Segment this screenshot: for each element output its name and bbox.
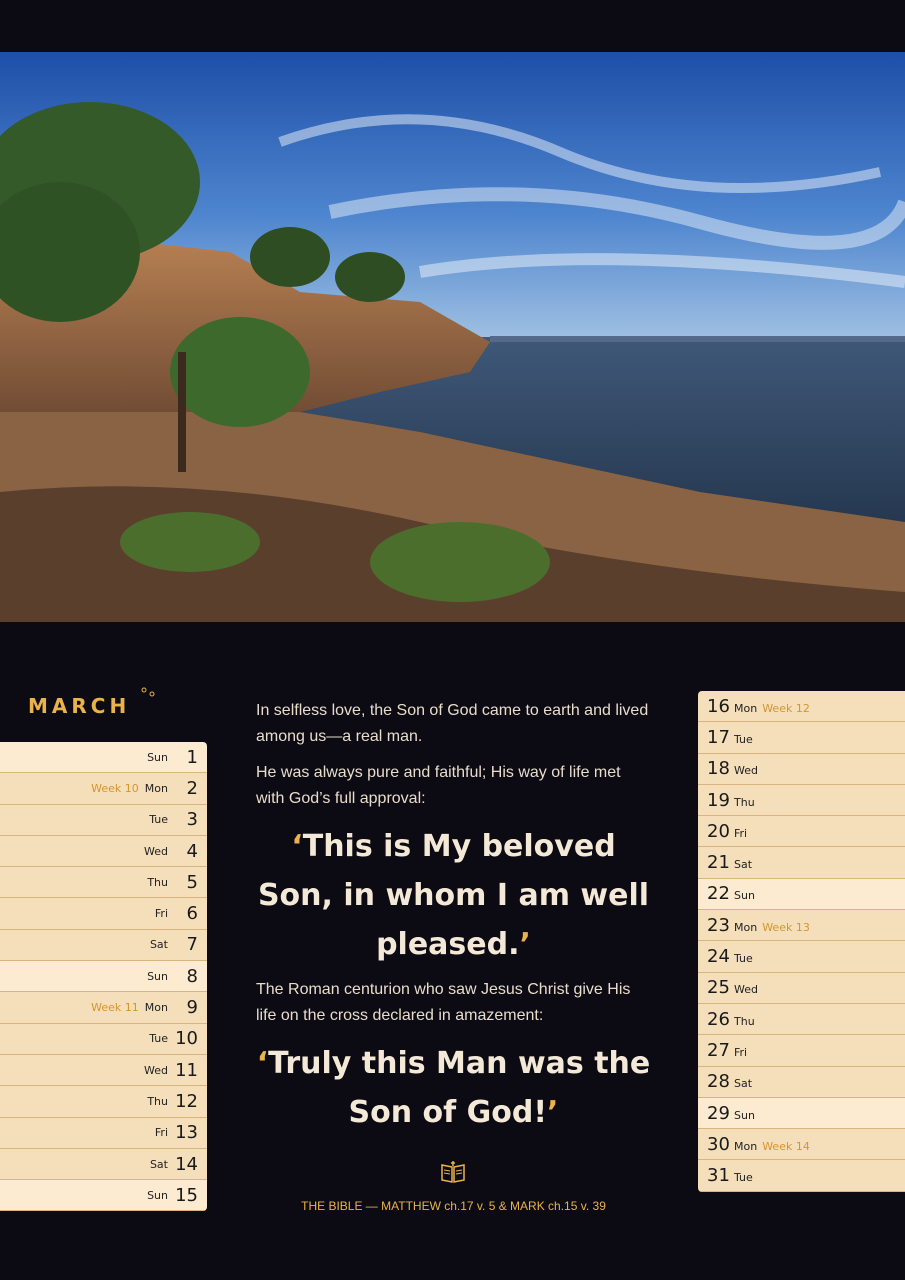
calendar-days-1-15	[0, 742, 207, 1211]
day-row-17	[698, 722, 905, 753]
day-row-11	[0, 1055, 207, 1086]
month-title: MARCH	[28, 694, 131, 718]
quote-2-close-mark: ’	[547, 1095, 559, 1130]
weekday-label: Thu	[734, 795, 755, 809]
day-row-2	[0, 773, 207, 804]
day-row-4	[0, 836, 207, 867]
coastline-illustration	[0, 52, 905, 622]
quote-1-body: This is My beloved Son, in whom I am well pleased.	[257, 829, 650, 962]
weekday-label: Mon	[734, 701, 758, 715]
day-number: 31	[707, 1165, 730, 1187]
weekday-label: Wed	[144, 1063, 168, 1077]
weekday-label: Sat	[149, 1157, 168, 1171]
weekday-label: Fri	[734, 1045, 748, 1059]
day-number: 1	[186, 746, 198, 768]
weekday-label: Sat	[149, 938, 168, 952]
day-number: 25	[707, 977, 730, 999]
weekday-label: Sun	[147, 750, 168, 764]
landscape-photo	[0, 52, 905, 622]
weekday-label: Wed	[734, 983, 758, 997]
weekday-label: Wed	[144, 844, 168, 858]
weekday-label: Sat	[734, 1077, 753, 1091]
weekday-label: Mon	[734, 920, 758, 934]
day-row-26	[698, 1004, 905, 1035]
weekday-label: Thu	[147, 1094, 168, 1108]
day-number: 18	[707, 758, 730, 780]
weekday-label: Fri	[154, 1126, 168, 1140]
day-number: 10	[175, 1028, 198, 1050]
paragraph-1: In selfless love, the Son of God came to earth and lived among us—a real man.	[256, 702, 649, 745]
weekday-label: Sat	[734, 858, 753, 872]
day-row-9	[0, 992, 207, 1023]
day-number: 2	[186, 777, 198, 799]
devotional-text	[256, 698, 651, 1145]
paragraph-3: The Roman centurion who saw Jesus Christ give His life on the cross declared in amazement:	[256, 981, 631, 1024]
day-row-7	[0, 930, 207, 961]
day-row-8	[0, 961, 207, 992]
day-number: 16	[707, 695, 730, 717]
quote-1-open-mark: ‘	[291, 829, 303, 864]
day-row-6	[0, 898, 207, 929]
quote-2-open-mark: ‘	[256, 1046, 269, 1081]
day-row-28	[698, 1067, 905, 1098]
day-number: 8	[186, 965, 198, 987]
day-number: 23	[707, 914, 730, 936]
day-number: 30	[707, 1133, 730, 1155]
day-row-5	[0, 867, 207, 898]
weekday-label: Thu	[734, 1014, 755, 1028]
weekday-label: Thu	[147, 875, 168, 889]
weekday-label: Tue	[149, 1032, 168, 1046]
weekday-label: Mon	[144, 1001, 168, 1015]
day-number: 22	[707, 883, 730, 905]
week-label: Week 10	[91, 781, 139, 795]
day-number: 29	[707, 1102, 730, 1124]
day-number: 19	[707, 789, 730, 811]
day-row-24	[698, 941, 905, 972]
day-number: 15	[175, 1184, 198, 1206]
week-label: Week 14	[762, 1139, 810, 1153]
day-number: 7	[186, 934, 198, 956]
day-row-25	[698, 973, 905, 1004]
day-number: 17	[707, 726, 730, 748]
dots-icon	[140, 686, 158, 700]
day-row-22	[698, 879, 905, 910]
day-row-30	[698, 1129, 905, 1160]
day-row-20	[698, 816, 905, 847]
weekday-label: Fri	[154, 907, 168, 921]
calendar-days-16-31	[698, 691, 905, 1192]
day-number: 4	[186, 840, 198, 862]
day-row-21	[698, 847, 905, 878]
day-number: 6	[186, 903, 198, 925]
day-row-15	[0, 1180, 207, 1211]
day-number: 13	[175, 1122, 198, 1144]
day-row-16	[698, 691, 905, 722]
weekday-label: Tue	[734, 952, 753, 966]
weekday-label: Wed	[734, 764, 758, 778]
day-number: 5	[186, 871, 198, 893]
day-row-23	[698, 910, 905, 941]
weekday-label: Sun	[147, 969, 168, 983]
open-bible-icon	[440, 1160, 466, 1184]
day-row-3	[0, 805, 207, 836]
day-row-1	[0, 742, 207, 773]
week-label: Week 12	[762, 701, 810, 715]
day-row-18	[698, 754, 905, 785]
weekday-label: Tue	[734, 732, 753, 746]
weekday-label: Tue	[149, 813, 168, 827]
weekday-label: Fri	[734, 826, 748, 840]
day-row-27	[698, 1035, 905, 1066]
week-label: Week 13	[762, 920, 810, 934]
day-row-10	[0, 1024, 207, 1055]
day-number: 26	[707, 1008, 730, 1030]
day-number: 9	[186, 997, 198, 1019]
citation: THE BIBLE — MATTHEW ch.17 v. 5 & MARK ch.15 v. 39	[301, 1199, 606, 1213]
quote-2-body: Truly this Man was the Son of God!	[268, 1046, 651, 1130]
day-number: 11	[175, 1059, 198, 1081]
day-number: 24	[707, 946, 730, 968]
weekday-label: Tue	[734, 1171, 753, 1185]
quote-2	[256, 1039, 651, 1137]
day-row-29	[698, 1098, 905, 1129]
weekday-label: Sun	[734, 1108, 755, 1122]
day-number: 21	[707, 852, 730, 874]
paragraph-2: He was always pure and faithful; His way of life met with God’s full approval:	[256, 764, 621, 807]
day-row-14	[0, 1149, 207, 1180]
day-number: 12	[175, 1090, 198, 1112]
day-number: 28	[707, 1071, 730, 1093]
day-number: 14	[175, 1153, 198, 1175]
weekday-label: Sun	[734, 889, 755, 903]
quote-1	[256, 822, 651, 969]
weekday-label: Sun	[147, 1188, 168, 1202]
day-number: 27	[707, 1039, 730, 1061]
day-row-19	[698, 785, 905, 816]
week-label: Week 11	[91, 1001, 139, 1015]
day-number: 3	[186, 809, 198, 831]
day-row-31	[698, 1160, 905, 1191]
weekday-label: Mon	[734, 1139, 758, 1153]
day-row-12	[0, 1086, 207, 1117]
day-row-13	[0, 1118, 207, 1149]
day-number: 20	[707, 820, 730, 842]
quote-1-close-mark: ’	[519, 927, 531, 962]
weekday-label: Mon	[144, 781, 168, 795]
